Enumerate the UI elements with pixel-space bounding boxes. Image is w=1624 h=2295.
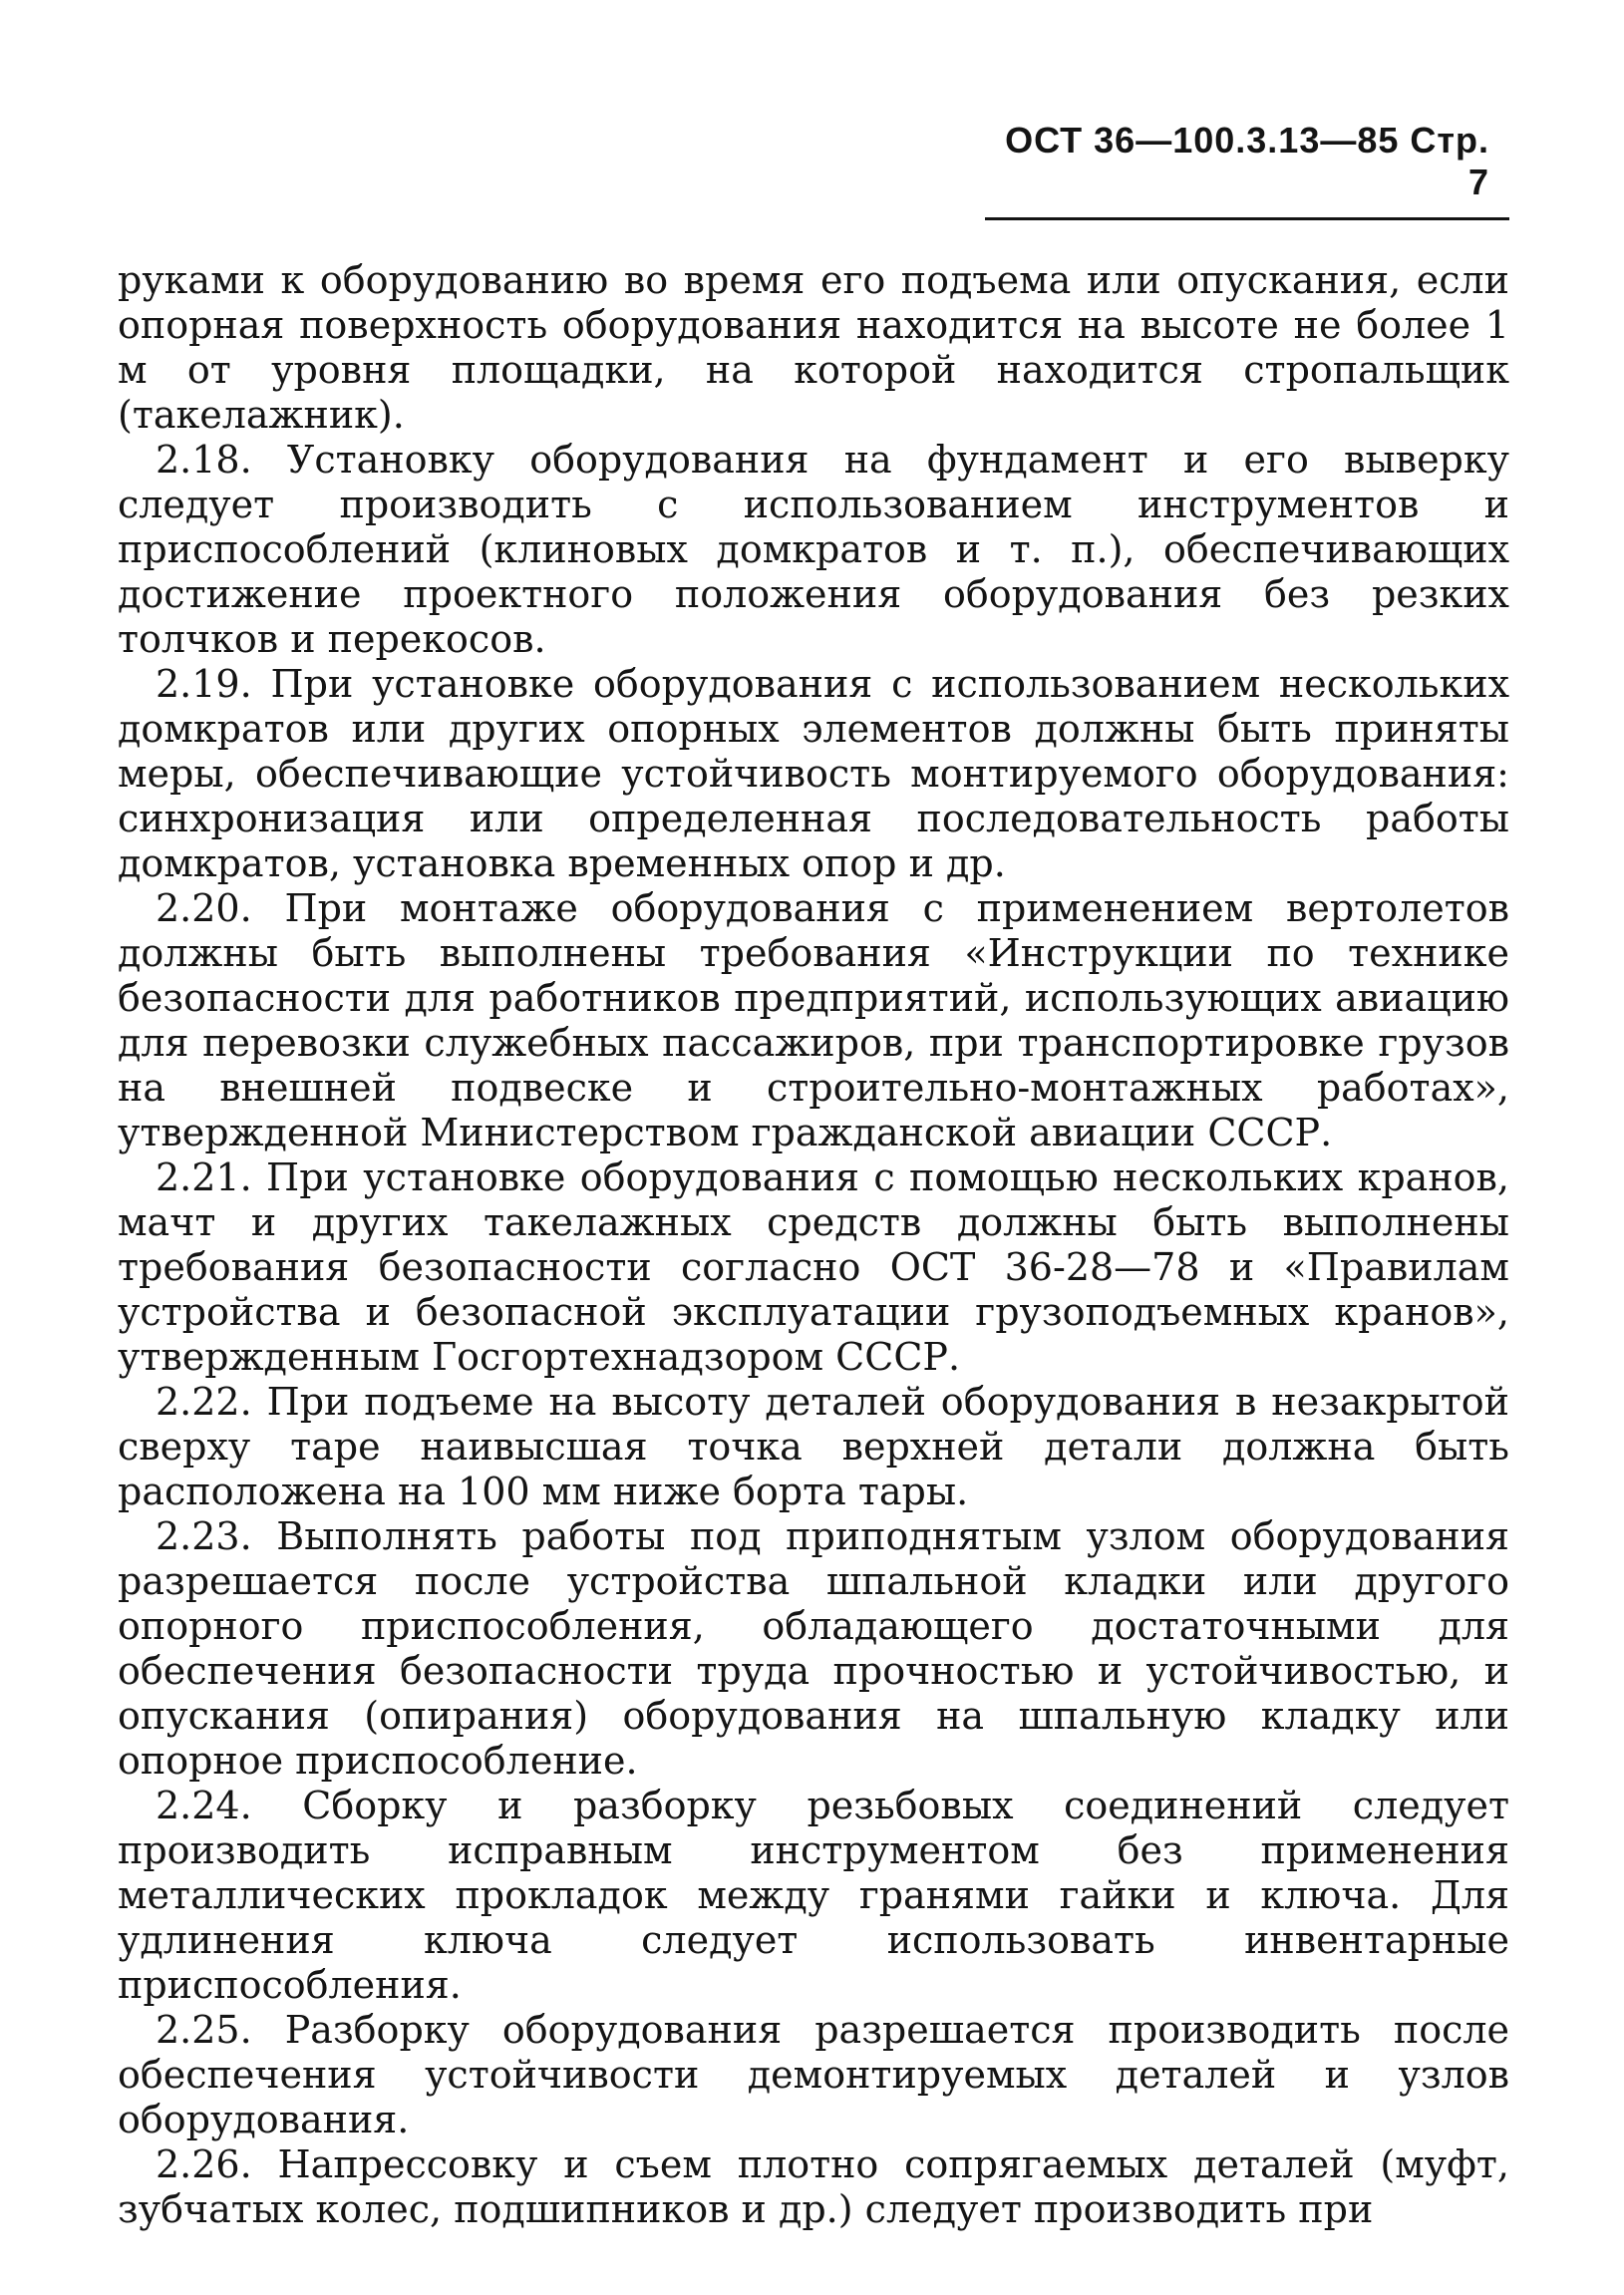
document-page (118, 120, 1509, 2232)
page-header: ОСТ 36—100.3.13—85 Стр. 7 (985, 120, 1509, 220)
paragraph-2-20: 2.20. При монтаже оборудования с применением вертолетов должны быть выполнены требования «Инструкции по технике безопасности для работников предприятий, использующих авиацию для перевозки служебных пассажиров, при транспортировке грузов на внешней подвеске и строительно-монтажных работах», утвержденной Министерством гражданской авиации СССР. (118, 886, 1509, 1154)
paragraph-continuation: руками к оборудованию во время его подъема или опускания, если опорная поверхность оборудования находится на высоте не более 1 м от уровня площадки, на которой находится стропальщик (такелажник). (118, 258, 1509, 437)
paragraph-2-21: 2.21. При установке оборудования с помощью нескольких кранов, мачт и других такелажных средств должны быть выполнены требования безопасности согласно ОСТ 36-28—78 и «Правилам устройства и безопасной эксплуатации грузоподъемных кранов», утвержденным Госгортехнадзором СССР. (118, 1155, 1509, 1379)
paragraph-2-25: 2.25. Разборку оборудования разрешается производить после обеспечения устойчивости демонтируемых деталей и узлов оборудования. (118, 2008, 1509, 2141)
paragraph-2-26: 2.26. Напрессовку и съем плотно сопрягаемых деталей (муфт, зубчатых колес, подшипников и др.) следует производить при (118, 2142, 1509, 2231)
paragraph-2-23: 2.23. Выполнять работы под приподнятым узлом оборудования разрешается после устройства шпальной кладки или другого опорного приспособления, обладающего достаточными для обеспечения безопасности труда прочностью и устойчивостью, и опускания (опирания) оборудования на шпальную кладку или опорное приспособление. (118, 1514, 1509, 1783)
paragraph-2-22: 2.22. При подъеме на высоту деталей оборудования в незакрытой сверху таре наивысшая точка верхней детали должна быть расположена на 100 мм ниже борта тары. (118, 1380, 1509, 1513)
paragraph-2-19: 2.19. При установке оборудования с использованием нескольких домкратов или других опорных элементов должны быть приняты меры, обеспечивающие устойчивость монтируемого оборудования: синхронизация или определенная последовательность работы домкратов, установка временных опор и др. (118, 662, 1509, 885)
paragraph-2-24: 2.24. Сборку и разборку резьбовых соединений следует производить исправным инструментом без применения металлических прокладок между гранями гайки и ключа. Для удлинения ключа следует использовать инвентарные приспособления. (118, 1784, 1509, 2007)
paragraph-2-18: 2.18. Установку оборудования на фундамент и его выверку следует производить с использованием инструментов и приспособлений (клиновых домкратов и т. п.), обеспечивающих достижение проектного положения оборудования без резких толчков и перекосов. (118, 438, 1509, 661)
